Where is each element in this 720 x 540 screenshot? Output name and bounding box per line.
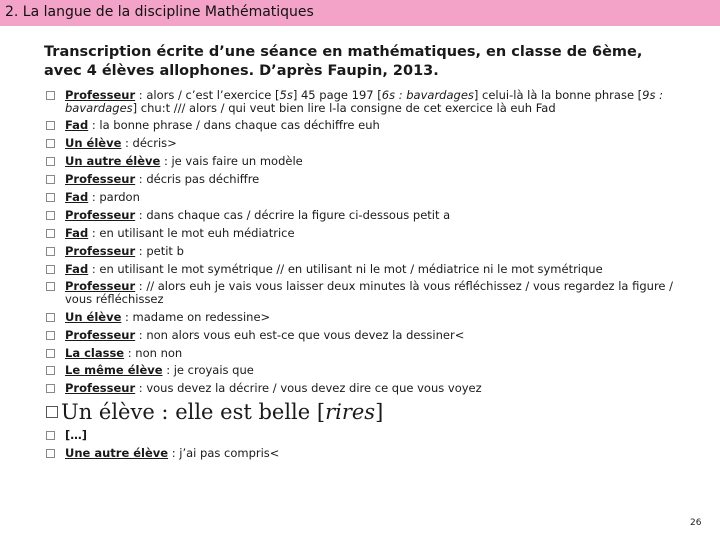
speaker-name: Fad [65,261,89,276]
line-body [65,155,696,168]
speaker-name: Un élève [65,309,122,324]
slide-header-bar [0,0,720,26]
transcript-line [46,347,696,360]
speaker-name: Le même élève [65,363,163,378]
line-body [65,263,696,276]
bullet-icon [46,449,55,458]
transcript-line [46,119,696,132]
speech-text: : non alors vous euh est-ce que vous devez la dessiner< [135,327,465,342]
line-body [65,429,696,442]
bullet-icon [46,175,55,184]
bullet-icon [46,139,55,148]
bullet-icon [46,366,55,375]
speech-text: : décris pas déchiffre [135,172,260,187]
line-body [65,137,696,150]
speech-text: : en utilisant le mot symétrique // en utilisant ni le mot / médiatrice ni le mot symétrique [88,261,603,276]
bullet-icon [46,431,55,440]
bullet-icon [46,406,58,418]
transcript-line [46,89,696,114]
speaker-name: Professeur [65,279,136,294]
transcript-line [46,245,696,258]
speech-text: ] 45 page 197 [ [292,88,382,102]
transcript-line [46,447,696,460]
speech-text: : la bonne phrase / dans chaque cas déchiffre euh [88,118,380,133]
stage-direction: rires [325,400,376,425]
speaker-name: Un autre élève [65,154,161,169]
speech-text: : madame on redessine> [121,309,271,324]
speech-text: : petit b [135,243,184,258]
transcript-line [46,329,696,342]
line-body [65,364,696,377]
transcript-line [46,311,696,324]
transcript-line [46,155,696,168]
bullet-icon [46,331,55,340]
transcript-list [46,89,696,465]
line-body [65,119,696,132]
bullet-icon [46,349,55,358]
transcript-line [46,173,696,186]
line-body [65,280,696,305]
speaker-name: Professeur [65,172,136,187]
speech-text: […] [65,428,88,443]
speech-text: : // alors euh je vais vous laisser deux minutes là vous réfléchissez / vous regardez la figure / vous réfléchissez [65,279,674,306]
transcript-line [46,263,696,276]
speech-text: ] [375,400,384,425]
transcript-line [46,137,696,150]
transcript-line [46,191,696,204]
line-body [65,209,696,222]
speech-text: : non non [124,345,183,360]
page-number: 26 [690,518,702,528]
speech-text: : je vais faire un modèle [160,154,303,169]
speaker-name: Fad [65,189,89,204]
bullet-icon [46,313,55,322]
speech-text: ] celui-là là la bonne phrase [ [473,88,643,102]
line-body [65,191,696,204]
line-body [65,245,696,258]
stage-direction: 6s : bavardages [381,88,474,102]
line-body [65,329,696,342]
speaker-name: Professeur [65,327,136,342]
slide-title: 2. La langue de la discipline Mathématiques [5,4,314,20]
speaker-name: Professeur [65,243,136,258]
speaker-name: La classe [65,345,125,360]
bullet-icon [46,91,55,100]
speaker-name: Professeur [65,207,136,222]
speaker-name: Une autre élève [65,446,169,461]
transcript-line [46,429,696,442]
speaker-name: Professeur [65,88,136,102]
transcript-line [46,227,696,240]
line-body [65,227,696,240]
transcript-line [46,364,696,377]
bullet-icon [46,265,55,274]
stage-direction: 9s : bavardages [65,88,664,115]
transcript-line [46,382,696,395]
bullet-icon [46,384,55,393]
speech-text: ] chu:t /// alors / qui veut bien lire l-la consigne de cet exercice là euh Fad [132,100,556,115]
line-body [65,173,696,186]
bullet-icon [46,211,55,220]
transcript-line [46,280,696,305]
speaker-name: Professeur [65,381,136,396]
highlight-line [46,400,696,424]
line-body [65,447,696,460]
speech-text: Un élève : elle est belle [ [61,400,326,425]
bullet-icon [46,157,55,166]
speech-text: : vous devez la décrire / vous devez dire ce que vous voyez [135,381,482,396]
speech-text: : je croyais que [162,363,254,378]
speech-text: : décris> [121,136,177,151]
speaker-name: Un élève [65,136,122,151]
stage-direction: 5s [279,88,293,102]
bullet-icon [46,247,55,256]
speech-text: : dans chaque cas / décrire la figure ci-dessous petit a [135,207,451,222]
line-body [65,347,696,360]
bullet-icon [46,121,55,130]
transcript-line [46,209,696,222]
speaker-name: Fad [65,225,89,240]
bullet-icon [46,193,55,202]
speech-text: : j’ai pas compris< [168,446,280,461]
line-body [65,382,696,395]
speech-text: : alors / c’est l’exercice [ [135,88,280,102]
speaker-name: Fad [65,118,89,133]
speech-text: : pardon [88,189,140,204]
line-body [65,89,696,114]
bullet-icon [46,229,55,238]
slide-subtitle: Transcription écrite d’une séance en mathématiques, en classe de 6ème, avec 4 élèves allophones. D’après Faupin, 2013. [44,44,643,79]
line-body [65,311,696,324]
speech-text: : en utilisant le mot euh médiatrice [88,225,295,240]
bullet-icon [46,282,55,291]
